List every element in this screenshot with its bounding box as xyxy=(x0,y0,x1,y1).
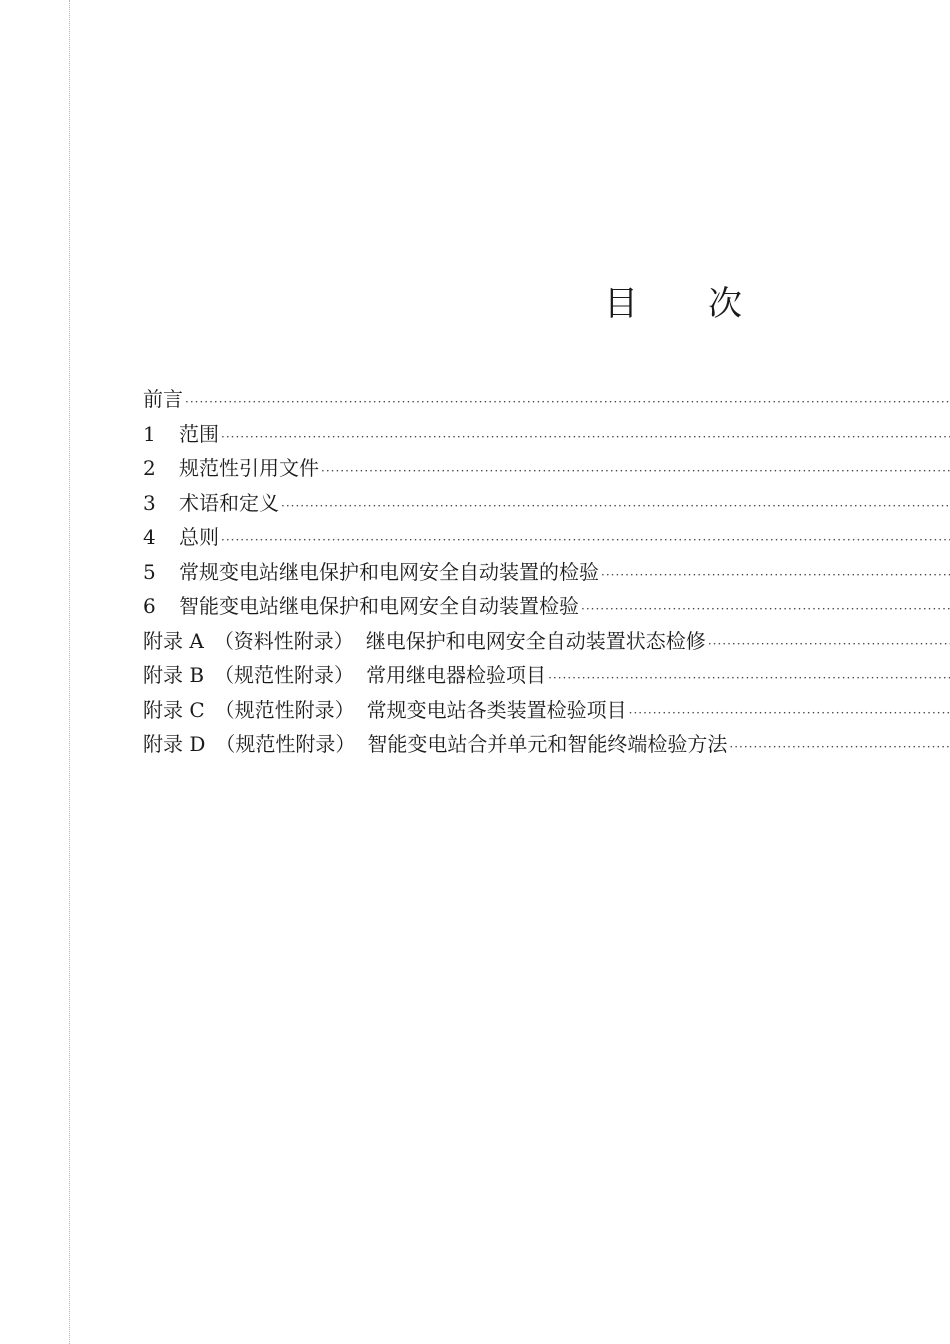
toc-appendix-prefix xyxy=(143,727,367,762)
toc-appendix-label: 附录 A xyxy=(143,628,204,653)
toc-appendix-kind: （资料性附录） xyxy=(213,628,354,653)
toc-entry-foreword[interactable] xyxy=(143,382,950,417)
toc-entry-title: 常规变电站各类装置检验项目 xyxy=(366,697,627,722)
toc-dot-leader xyxy=(581,592,950,624)
toc-appendix-kind: （规范性附录） xyxy=(214,697,355,722)
toc-entry-title: 总则 xyxy=(179,525,219,549)
toc-entry-title: 术语和定义 xyxy=(179,490,279,515)
toc-dot-leader xyxy=(548,661,950,693)
toc-appendix-kind: （规范性附录） xyxy=(214,663,355,687)
toc-entry-5[interactable] xyxy=(143,555,950,590)
table-of-contents xyxy=(143,382,950,762)
toc-entry-number: 3 xyxy=(143,490,156,515)
toc-appendix-label: 附录 D xyxy=(143,732,206,756)
toc-appendix-label: 附录 C xyxy=(143,697,205,722)
toc-entry-number: 5 xyxy=(143,559,156,584)
toc-entry-title: 智能变电站合并单元和智能终端检验方法 xyxy=(367,732,728,756)
toc-appendix-prefix xyxy=(143,693,367,728)
toc-appendix-prefix xyxy=(143,624,366,659)
toc-dot-leader xyxy=(185,385,950,417)
toc-entry-appendix-a[interactable] xyxy=(143,624,950,659)
toc-dot-leader xyxy=(221,523,950,555)
toc-entry-2[interactable] xyxy=(143,451,950,486)
toc-entry-3[interactable] xyxy=(143,486,950,521)
toc-dot-leader xyxy=(321,454,950,486)
toc-appendix-kind: （规范性附录） xyxy=(215,732,356,756)
toc-entry-title: 继电保护和电网安全自动装置状态检修 xyxy=(365,628,706,653)
binding-margin-line xyxy=(69,0,70,1344)
toc-entry-4[interactable] xyxy=(143,520,950,555)
toc-dot-leader xyxy=(281,489,950,521)
toc-entry-6[interactable] xyxy=(143,589,950,624)
toc-entry-title: 前言 xyxy=(143,387,183,411)
toc-entry-title: 规范性引用文件 xyxy=(179,456,319,480)
page-title-char-1: 目 xyxy=(604,284,638,324)
toc-entry-1[interactable] xyxy=(143,417,950,452)
toc-appendix-prefix xyxy=(143,658,366,693)
toc-entry-number: 2 xyxy=(143,456,156,480)
page-title-char-2: 次 xyxy=(708,284,742,324)
toc-dot-leader xyxy=(729,730,950,762)
toc-entry-number: 6 xyxy=(143,594,156,618)
toc-entry-title: 常规变电站继电保护和电网安全自动装置的检验 xyxy=(179,559,599,584)
toc-appendix-label: 附录 B xyxy=(143,663,205,687)
toc-entry-title: 智能变电站继电保护和电网安全自动装置检验 xyxy=(179,594,579,618)
toc-dot-leader xyxy=(601,558,950,590)
toc-entry-appendix-b[interactable] xyxy=(143,658,950,693)
toc-entry-number: 1 xyxy=(143,421,156,446)
toc-dot-leader xyxy=(629,696,950,728)
toc-entry-appendix-d[interactable] xyxy=(143,727,950,762)
toc-dot-leader xyxy=(708,627,950,659)
toc-entry-number: 4 xyxy=(143,525,156,549)
toc-entry-title: 范围 xyxy=(179,421,219,446)
toc-dot-leader xyxy=(221,420,950,452)
toc-entry-title: 常用继电器检验项目 xyxy=(366,663,547,687)
toc-entry-appendix-c[interactable] xyxy=(143,693,950,728)
